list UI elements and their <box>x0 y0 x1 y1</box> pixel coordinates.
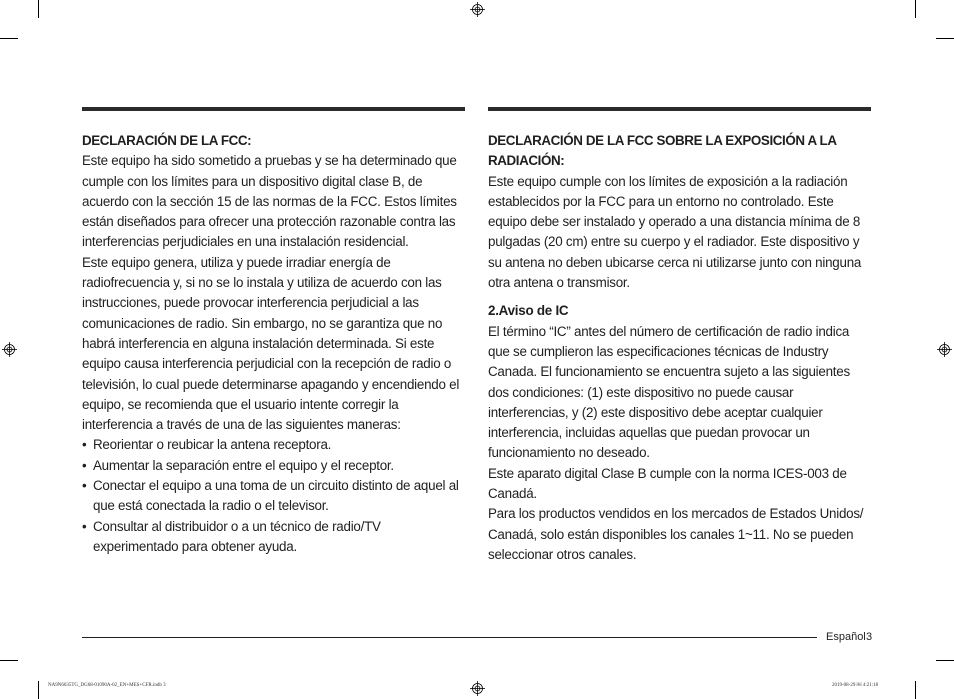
registration-mark-icon <box>2 342 17 357</box>
radiation-paragraph: Este equipo cumple con los límites de exposición a la radiación establecidos por la FCC para un entorno no controlado. Este equipo debe ser instalado y operado a una distancia mínima de 8 pulgadas (20 cm) entre su cuerpo y el radiador. Este dispositivo y su antena no deben ubicarse cerca ni utilizarse junto con ninguna otra antena o transmisor. <box>488 173 862 291</box>
crop-mark <box>38 681 39 699</box>
crop-mark <box>38 0 39 18</box>
print-slug-right: 2019-08-29 ￼ 4:21:18 <box>832 683 879 688</box>
fcc-declaration-heading: DECLARACIÓN DE LA FCC: <box>82 133 252 148</box>
registration-mark-icon <box>470 2 485 17</box>
right-column <box>488 107 871 565</box>
ic-paragraph-3: Para los productos vendidos en los mercados de Estados Unidos/ Canadá, solo están disponibles los canales 1~11. No se pueden seleccionar otros canales. <box>488 506 864 562</box>
crop-mark <box>0 38 18 39</box>
left-column <box>82 107 465 557</box>
ic-paragraph-1: El término “IC” antes del número de certificación de radio indica que se cumplieron las especificaciones técnicas de Industry Canada. El funcionamiento se encuentra sujeto a las siguientes dos condiciones: (1) este dispositivo no puede causar interferencias, y (2) este dispositivo debe aceptar cualquier interferencia, incluidas aquellas que puedan provocar un funcionamiento no deseado. <box>488 323 850 461</box>
list-item: • Reorientar o reubicar la antena receptora. <box>82 435 465 455</box>
radiation-exposure-heading: DECLARACIÓN DE LA FCC SOBRE LA EXPOSICIÓN A LA RADIACIÓN: <box>488 133 837 169</box>
ic-paragraph-2: Este aparato digital Clase B cumple con la norma ICES-003 de Canadá. <box>488 465 847 502</box>
fcc-paragraph-2: Este equipo genera, utiliza y puede irradiar energía de radiofrecuencia y, si no se lo instala y utiliza de acuerdo con las instrucciones, puede provocar interferencia perjudicial a las comunicaciones de radio. Sin embargo, no se garantiza que no habrá interferencia en alguna instalación determinada. Si este equipo causa interferencia perjudicial con la recepción de radio o televisión, lo cual puede determinarse apagando y encendiendo el equipo, se recomienda que el usuario intente corregir la interferencia a través de una de las siguientes maneras: <box>82 254 460 433</box>
ic-notice-heading: 2.Aviso de IC <box>488 303 569 319</box>
crop-mark <box>915 681 916 699</box>
list-item: • Conectar el equipo a una toma de un circuito distinto de aquel al que está conectada la radio o el televisor. <box>82 476 465 517</box>
section-rule <box>488 107 871 111</box>
crop-mark <box>936 660 954 661</box>
crop-mark <box>0 660 18 661</box>
print-slug-left: NA9N6035TG_DG68-01090A-02_EN+MES+CFR.indb 3 <box>48 683 166 688</box>
footer-rule <box>82 637 817 638</box>
fcc-paragraph-1: Este equipo ha sido sometido a pruebas y se ha determinado que cumple con los límites para un dispositivo digital clase B, de acuerdo con la sección 15 de las normas de la FCC. Estos límites están diseñados para ofrecer una protección razonable contra las interferencias perjudiciales en una instalación residencial. <box>82 153 457 250</box>
fcc-measures-list <box>82 435 465 557</box>
footer-language: Español <box>826 631 866 643</box>
list-item: • Aumentar la separación entre el equipo y el receptor. <box>82 456 465 476</box>
registration-mark-icon <box>937 342 952 357</box>
section-rule <box>82 107 465 111</box>
crop-mark <box>936 38 954 39</box>
registration-mark-icon <box>470 681 485 696</box>
crop-mark <box>915 0 916 18</box>
page-number: 3 <box>866 631 873 643</box>
list-item: • Consultar al distribuidor o a un técnico de radio/TV experimentado para obtener ayuda. <box>82 517 465 558</box>
